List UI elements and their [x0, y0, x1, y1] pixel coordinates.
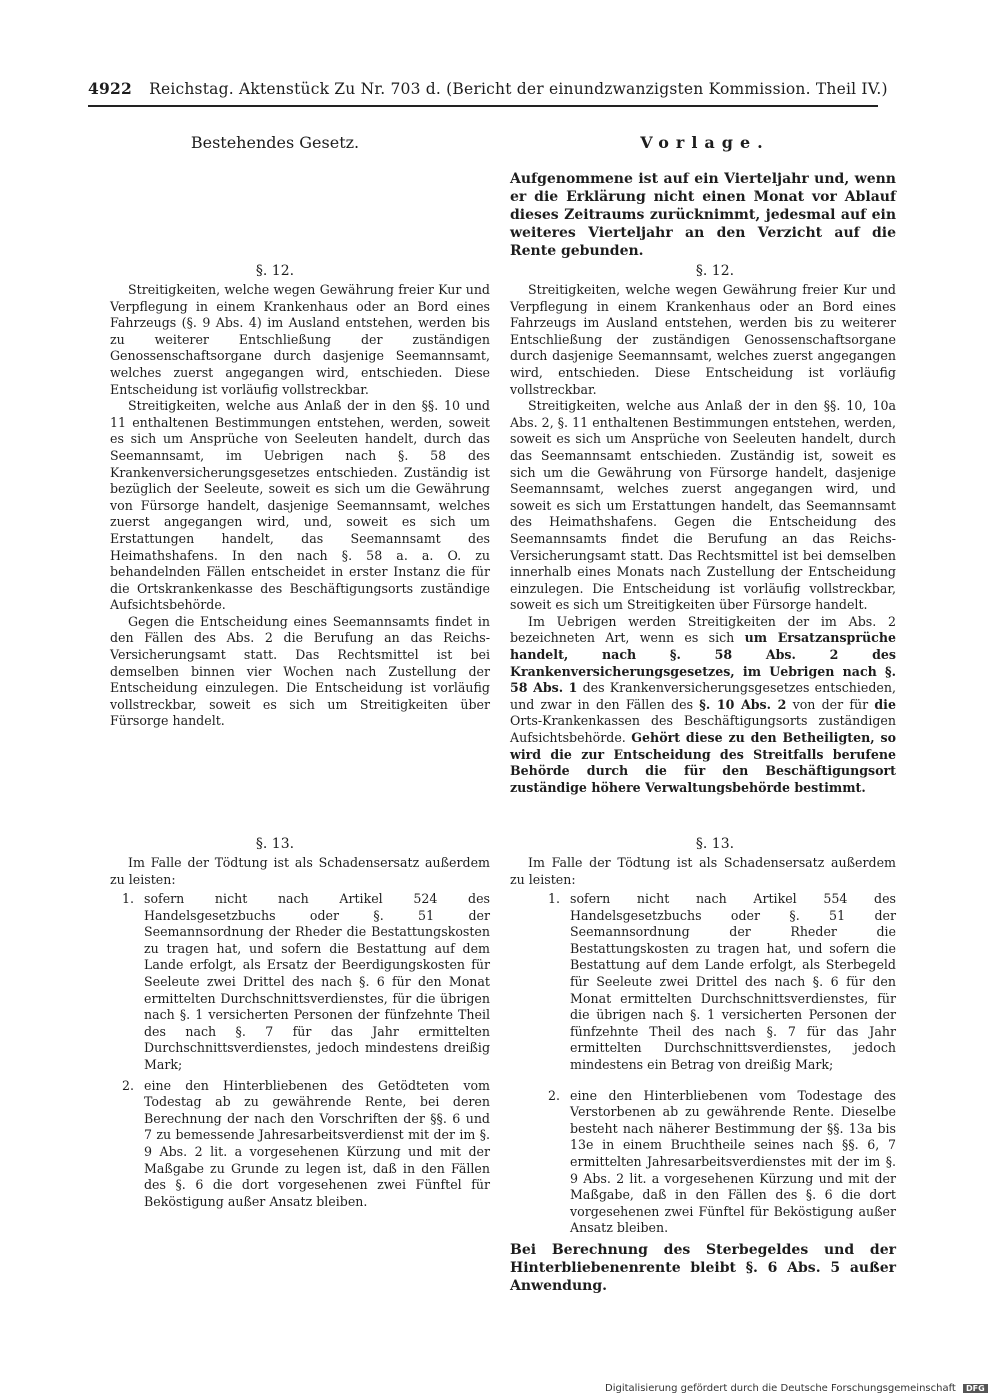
digitization-footer [605, 1383, 988, 1394]
right-s13-intro-text: Im Falle der Tödtung ist als Schadensersatz außerdem zu leisten: [510, 855, 896, 887]
right-s12-title: §. 12. [695, 263, 735, 279]
left-s13-intro-text: Im Falle der Tödtung ist als Schadensersatz außerdem zu leisten: [110, 855, 490, 887]
dfg-logo: DFG [963, 1384, 988, 1393]
list-item [548, 1088, 896, 1237]
header-rule [88, 105, 878, 107]
left-s12-p1: Streitigkeiten, welche wegen Gewährung freier Kur und Verpflegung in einem Krankenhaus oder an Bord eines Fahrzeugs (§. 9 Abs. 4) im Ausland entstehen, werden bis zu weiterer Entschließung der zuständigen Genossenschaftsorgane durch dasjenige Seemannsamt, welches zuerst angegangen wird, entschieden. Diese Entscheidung ist vorläufig vollstreckbar. [110, 282, 490, 397]
list-item-number: 1. [548, 891, 561, 906]
right-column-heading: Vorlage. [640, 133, 770, 152]
left-s12-text [110, 282, 490, 730]
right-s12-p3g: Orts-Krankenkassen des Beschäftigungsorts zuständigen Aufsichtsbehörde. [510, 713, 896, 746]
right-s13-list [548, 891, 896, 1241]
left-s13-intro [110, 855, 490, 888]
right-post-text: Bei Berechnung des Sterbegeldes und der Hinterbliebenenrente bleibt §. 6 Abs. 5 außer Anwendung. [510, 1242, 896, 1294]
right-pre-text: Aufgenommene ist auf ein Vierteljahr und, wenn er die Erklärung nicht einen Monat vor Ablauf dieses Zeitraums zurücknimmt, jedesmal auf ein weiteres Vierteljahr an den Verzicht auf die Rente gebunden. [510, 171, 896, 259]
right-s12-p3 [510, 614, 896, 797]
right-s12-p3c: des Krankenversicherungsgesetzes entschieden, und zwar in den Fällen des [510, 680, 896, 712]
page-header-title: Reichstag. Aktenstück Zu Nr. 703 d. (Bericht der einundzwanzigsten Kommission. Theil IV.) [149, 80, 888, 98]
right-s12-p1: Streitigkeiten, welche wegen Gewährung freier Kur und Verpflegung in einem Krankenhaus oder an Bord eines Fahrzeugs im Ausland entstehen, werden bis zu weiterer Entschließung der zuständigen Genossenschaftsorgane durch dasjenige Seemannsamt, welches zuerst angegangen wird, entschieden. Diese Entscheidung ist vorläufig vollstreckbar. [510, 282, 896, 397]
page-header [88, 79, 888, 98]
left-s13-list [122, 891, 490, 1214]
list-item-text: sofern nicht nach Artikel 524 des Handelsgesetzbuchs oder §. 51 der Seemannsordnung der Rheder die Bestattungskosten zu tragen hat, und sofern die Bestattung auf dem Lande erfolgt, als Ersatz der Beerdigungskosten für Seeleute zwei Drittel des nach §. 6 für den Monat ermittelten Durchschnittsverdienstes, für die übrigen nach §. 1 versicherten Personen der fünfzehnte Theil des nach §. 7 für das Jahr ermittelten Durchschnittsverdienstes, jedoch mindestens dreißig Mark; [144, 891, 490, 1072]
list-item [122, 1078, 490, 1211]
right-s12-text [510, 282, 896, 796]
right-s13-title: §. 13. [695, 836, 735, 852]
list-item-text: sofern nicht nach Artikel 554 des Handelsgesetzbuchs oder §. 51 der Seemannsordnung der Rheder die Bestattungskosten zu tragen hat, und sofern die Bestattung auf dem Lande erfolgt, als Sterbegeld für Seeleute zwei Drittel des nach §. 6 für den Monat ermittelten Durchschnittsverdienstes, für die übrigen nach §. 1 versicherten Personen der fünfzehnte Theil des nach §. 7 für das Jahr ermittelten Durchschnittsverdienstes, jedoch mindestens ein Betrag von dreißig Mark; [570, 891, 896, 1072]
right-s12-p3b: um Ersatzansprüche handelt, nach §. 58 Abs. 2 des Krankenversicherungsgesetzes, im Uebrigen nach §. 58 Abs. 1 [510, 630, 896, 696]
right-s12-p3a: Im Uebrigen werden Streitigkeiten der im Abs. 2 bezeichneten Art, wenn es sich [510, 613, 896, 646]
left-s13-title: §. 13. [255, 836, 295, 852]
footer-text: Digitalisierung gefördert durch die Deutsche Forschungsgemeinschaft [605, 1383, 956, 1394]
left-s12-p3: Gegen die Entscheidung eines Seemannsamts findet in den Fällen des Abs. 2 die Berufung an das Reichs-Versicherungsamt statt. Das Rechtsmittel ist bei demselben binnen vier Wochen nach Zustellung der Entscheidung einzulegen. Die Entscheidung ist vorläufig vollstreckbar, soweit es sich um Streitigkeiten über Fürsorge handelt. [110, 613, 490, 729]
list-item-number: 2. [548, 1087, 561, 1103]
right-s12-p3d: §. 10 Abs. 2 [699, 696, 787, 712]
list-item [122, 891, 490, 1074]
left-s12-p2: Streitigkeiten, welche aus Anlaß der in den §§. 10 und 11 enthaltenen Bestimmungen entstehen, werden, soweit es sich um Ansprüche von Seeleuten handelt, durch das Seemannsamt, im Uebrigen nach §. 58 des Krankenversicherungsgesetzes entschieden. Zuständig ist bezüglich der Seeleute, soweit es sich um die Gewährung von Fürsorge handelt, dasjenige Seemannsamt, welches zuerst angegangen wird, und, soweit es sich um Erstattungen handelt, das Seemannsamt des Heimathshafens. In den nach §. 58 a. a. O. zu behandelnden Fällen entscheidet in erster Instanz die für die Ortskrankenkasse des Beschäftigungsorts zuständige Aufsichtsbehörde. [110, 398, 490, 613]
left-s12-title: §. 12. [255, 263, 295, 279]
left-column-heading: Bestehendes Gesetz. [190, 133, 360, 152]
list-item [548, 891, 896, 1074]
right-s12-p3h: Gehört diese zu den Betheiligten, so wird die zur Entscheidung des Streitfalls berufene Behörde durch die für den Beschäftigungsort zuständige höhere Verwaltungsbehörde bestimmt. [510, 730, 896, 795]
right-s12-p3e: von der für [792, 696, 869, 712]
right-s12-p3f: die [874, 696, 896, 712]
right-s12-p2: Streitigkeiten, welche aus Anlaß der in den §§. 10, 10a Abs. 2, §. 11 enthaltenen Bestimmungen entstehen, werden, soweit es sich um Ansprüche von Seeleuten handelt, durch das Seemannsamt entschieden. Zuständig ist, soweit es sich um die Gewährung von Fürsorge handelt, dasjenige Seemannsamt, welches zuerst angegangen wird, und soweit es sich um Erstattungen handelt, das Seemannsamt des Heimathshafens. Gegen die Entscheidung des Seemannsamts findet die Berufung an das Reichs-Versicherungsamt statt. Das Rechtsmittel ist bei demselben innerhalb eines Monats nach Zustellung der Entscheidung einzulegen. Die Entscheidung ist vorläufig vollstreckbar, soweit es sich um Streitigkeiten über Fürsorge handelt. [510, 398, 896, 613]
list-item-number: 1. [122, 891, 135, 906]
list-item-number: 2. [122, 1077, 135, 1093]
right-s13-intro [510, 855, 896, 888]
page-number: 4922 [88, 79, 132, 98]
list-item-text: eine den Hinterbliebenen vom Todestage des Verstorbenen ab zu gewährende Rente. Dieselbe besteht nach näherer Bestimmung der §§. 13a bis 13e in einem Bruchtheile seines nach §§. 6, 7 ermittelten Jahresarbeitsverdienstes mit der im §. 9 Abs. 2 lit. a vorgesehenen Kürzung und mit der Maßgabe, daß in den Fällen des §. 6 die dort vorgesehenen zwei Fünftel für Beköstigung außer Ansatz bleiben. [570, 1087, 896, 1236]
list-item-text: eine den Hinterbliebenen des Getödteten vom Todestag ab zu gewährende Rente, bei deren Berechnung der nach den Vorschriften der §§. 6 und 7 zu bemessende Jahresarbeitsverdienst mit der im §. 9 Abs. 2 lit. a vorgesehenen Kürzung und mit der Maßgabe zu Grunde zu legen ist, daß in den Fällen des §. 6 die dort vorgesehenen zwei Fünftel für Beköstigung außer Ansatz bleiben. [144, 1077, 490, 1209]
